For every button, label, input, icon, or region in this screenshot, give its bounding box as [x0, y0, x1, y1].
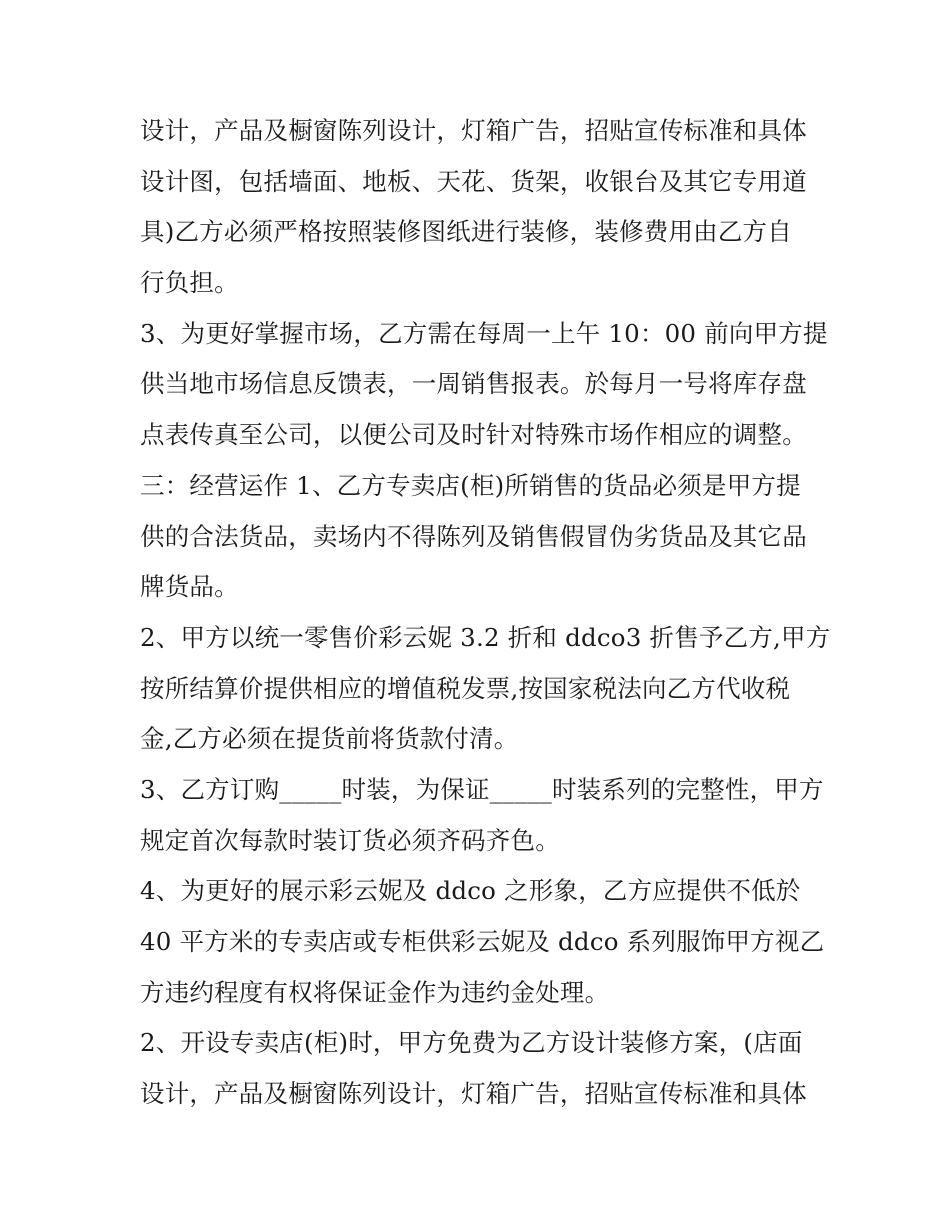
text-line: 方违约程度有权将保证金作为违约金处理。	[140, 977, 610, 1007]
text-line: 设计，产品及橱窗陈列设计，灯箱广告，招贴宣传标准和具体	[140, 1079, 807, 1109]
text-line: 金,乙方必须在提货前将货款付清。	[140, 724, 519, 754]
text-line: 行负担。	[140, 268, 239, 298]
text-line: 规定首次每款时装订货必须齐码齐色。	[140, 825, 560, 855]
text-line: 供当地市场信息反馈表，一周销售报表。於每月一号将库存盘	[140, 369, 807, 399]
text-line: 4、为更好的展示彩云妮及 ddco 之形象，乙方应提供不低於	[140, 876, 801, 906]
text-line: 按所结算价提供相应的增值税发票,按国家税法向乙方代收税	[140, 673, 791, 703]
text-line: 供的合法货品，卖场内不得陈列及销售假冒伪劣货品及其它品	[140, 521, 807, 551]
text-line: 点表传真至公司，以便公司及时针对特殊市场作相应的调整。	[140, 420, 807, 450]
text-line: 3、乙方订购_____时装，为保证_____时装系列的完整性，甲方	[140, 774, 824, 804]
text-line: 3、为更好掌握市场，乙方需在每周一上午 10：00 前向甲方提	[140, 318, 828, 348]
text-line: 2、开设专卖店(柜)时，甲方免费为乙方设计装修方案，(店面	[140, 1028, 803, 1058]
text-line: 牌货品。	[140, 572, 239, 602]
text-line: 三：经营运作 1、乙方专卖店(柜)所销售的货品必须是甲方提	[140, 470, 801, 500]
text-line: 2、甲方以统一零售价彩云妮 3.2 折和 ddco3 折售予乙方,甲方	[140, 622, 831, 652]
document-body	[140, 106, 830, 1120]
text-line: 设计，产品及橱窗陈列设计，灯箱广告，招贴宣传标准和具体	[140, 116, 807, 145]
text-line: 40 平方米的专卖店或专柜供彩云妮及 ddco 系列服饰甲方视乙	[140, 927, 825, 956]
text-line: 具)乙方必须严格按照装修图纸进行装修，装修费用由乙方自	[140, 217, 792, 247]
text-line: 设计图，包括墙面、地板、天花、货架，收银台及其它专用道	[140, 166, 807, 196]
